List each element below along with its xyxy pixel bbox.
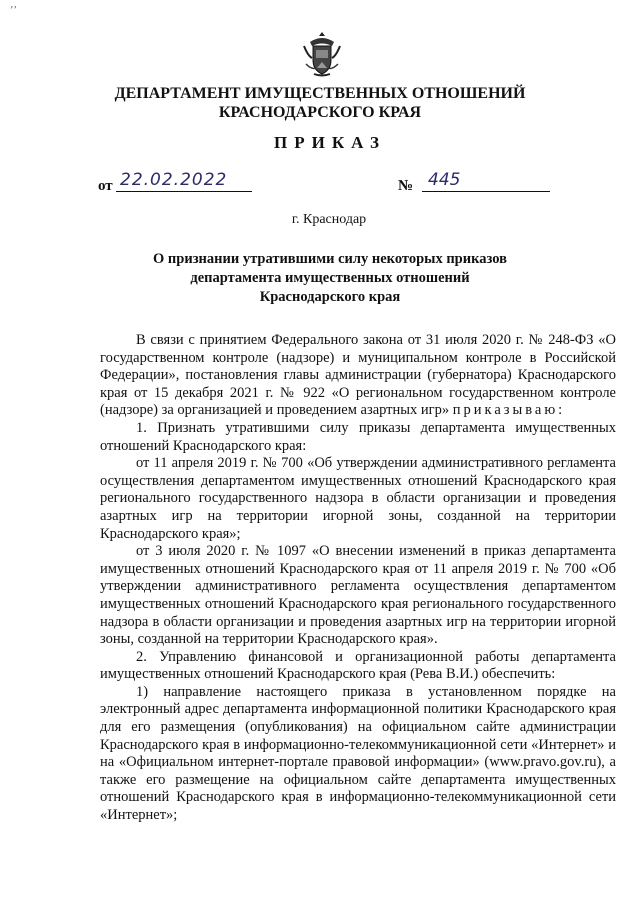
- subject-line-2: департамента имущественных отношений: [190, 270, 470, 286]
- city-line: г. Краснодар: [291, 212, 367, 227]
- subject-line-3: Краснодарского края: [259, 289, 401, 305]
- org-name-line-2: КРАСНОДАРСКОГО КРАЯ: [218, 104, 422, 121]
- subject-heading: [0, 250, 640, 307]
- date-field: 22.02.2022: [116, 170, 252, 192]
- preamble-text: В связи с принятием Федерального закона от 31 июля 2020 г. № 248-ФЗ «О государственном контроле (надзоре) и муниципальном контроле в Российской Федерации», постановления главы администрации (губернатора) Краснодарского края от 15 декабря 2021 г. № 922 «О региональном государственном контроле (надзоре) за организацией и проведением азартных игр»: [100, 332, 616, 419]
- subject-line-1: О признании утратившими силу некоторых приказов: [153, 251, 507, 267]
- body-paragraph-item-2-1: 1) направление настоящего приказа в установленном порядке на электронный адрес департамента информационной политики Краснодарского края для его размещения (опубликования) на официальном сайте администрации Краснодарского края в информационно-телекоммуникационной сети «Интернет» и на «Официальном интернет-портале правовой информации» (www.pravo.gov.ru), а также его размещение на официальном сайте департамента имущественных отношений Краснодарского края в информационно-телекоммуникационной сети «Интернет»;: [100, 683, 616, 824]
- org-name-line-1: ДЕПАРТАМЕНТ ИМУЩЕСТВЕННЫХ ОТНОШЕНИЙ: [114, 85, 526, 102]
- document-type-title: ПРИКАЗ: [274, 133, 386, 152]
- body-paragraph-order-700: от 11 апреля 2019 г. № 700 «Об утверждении административного регламента осуществления департаментом имущественных отношений Краснодарского края регионального государственного надзора в области организации и проведения азартных игр на территории игорной зоны, созданной на территории Краснодарского края»;: [100, 455, 616, 542]
- document-body: [100, 332, 616, 825]
- number-field: 445: [422, 170, 550, 192]
- body-paragraph-preamble: [100, 332, 616, 420]
- body-paragraph-item-1: 1. Признать утратившими силу приказы департамента имущественных отношений Краснодарского края:: [100, 419, 616, 454]
- corner-mark: ’’: [10, 4, 17, 17]
- organization-name: [0, 84, 640, 122]
- body-paragraph-order-1097: от 3 июля 2020 г. № 1097 «О внесении изменений в приказ департамента имущественных отношений Краснодарского края от 11 апреля 2019 г. № 700 «Об утверждении административного регламента осуществления департаментом имущественных отношений Краснодарского края регионального государственного надзора в области организации и проведения азартных игр на территории игорной зоны, созданной на территории Краснодарского края».: [100, 543, 616, 648]
- date-label: от: [98, 178, 113, 194]
- number-label: №: [398, 178, 414, 194]
- coat-of-arms-emblem: [300, 28, 344, 78]
- body-paragraph-item-2: 2. Управлению финансовой и организационной работы департамента имущественных отношений Краснодарского края (Рева В.И.) обеспечить:: [100, 648, 616, 683]
- order-keyword: приказываю:: [452, 402, 566, 419]
